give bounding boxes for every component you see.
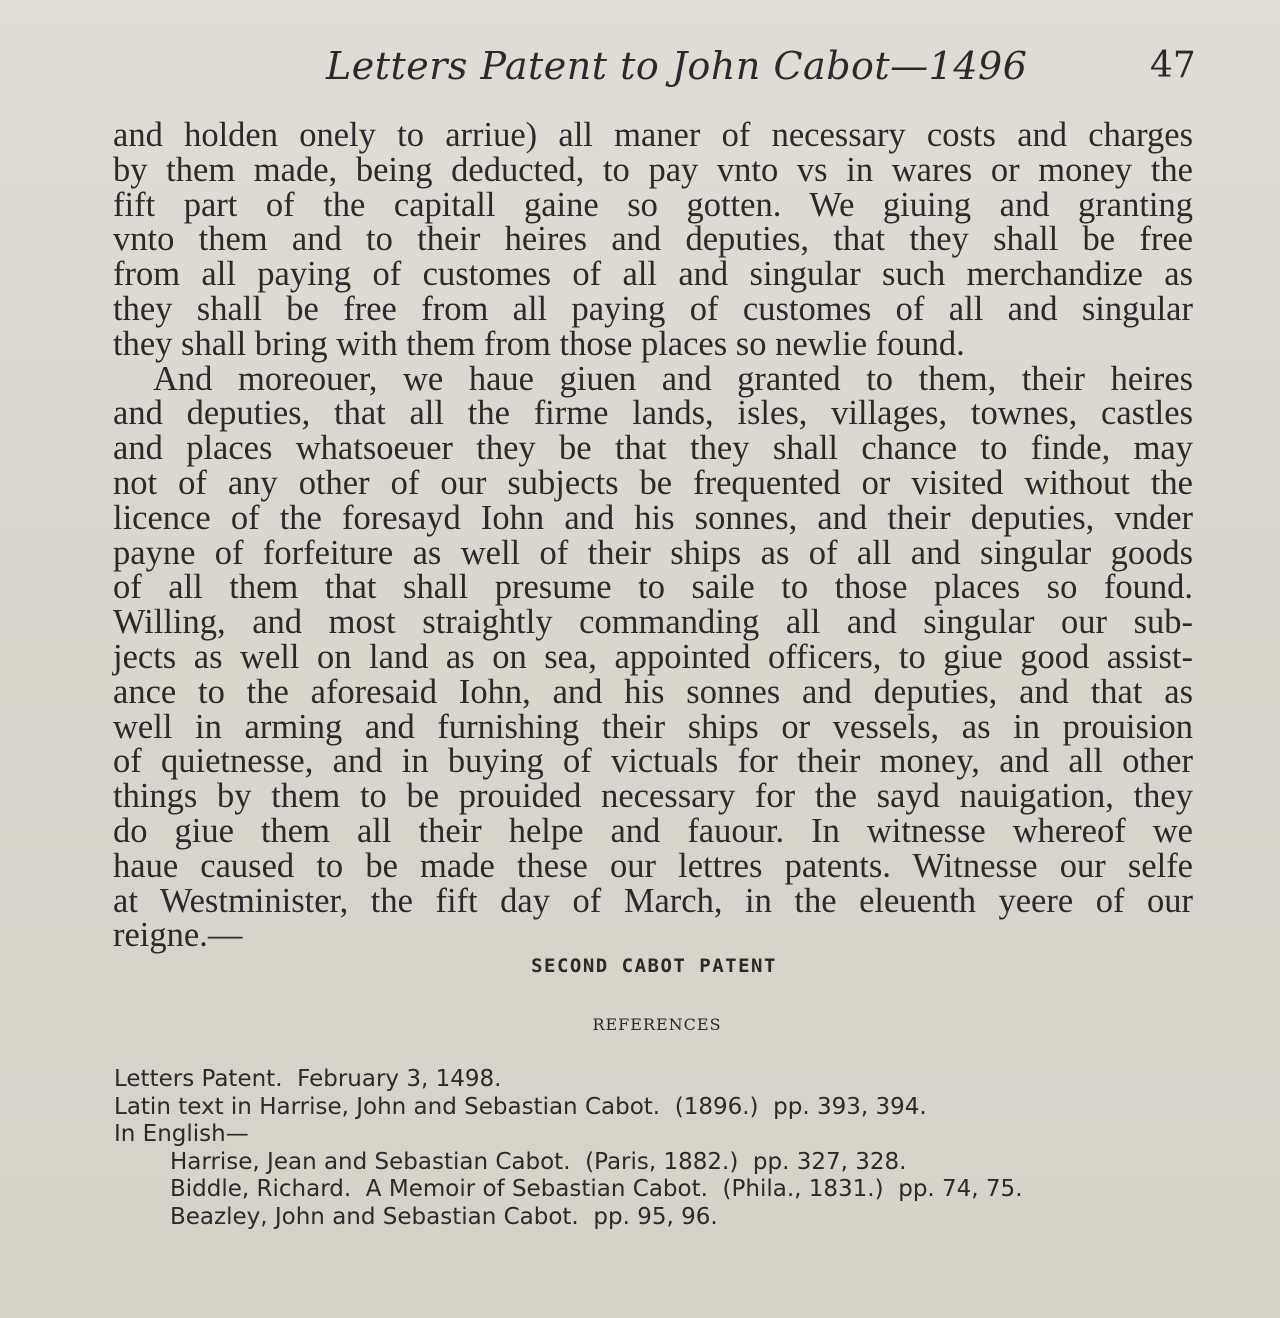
body-line: they shall bring with them from those places so newlie found. (113, 324, 965, 363)
body-line: from all paying of customes of all and singular such merchandize as (113, 255, 1193, 294)
reference-item: Beazley, John and Sebastian Cabot. pp. 95, 96. (170, 1203, 718, 1230)
body-line: well in arming and furnishing their ships or vessels, as in prouision (113, 707, 1193, 746)
reference-item: Biddle, Richard. A Memoir of Sebastian Cabot. (Phila., 1831.) pp. 74, 75. (170, 1176, 1023, 1202)
body-line: of quietnesse, and in buying of victuals for their money, and all other (113, 742, 1193, 781)
body-line: by them made, being deducted, to pay vnto vs in wares or money the (113, 150, 1193, 189)
body-line: and holden onely to arriue) all maner of necessary costs and charges (113, 116, 1193, 154)
body-line: they shall be free from all paying of customes of all and singular (113, 289, 1193, 328)
reference-item: Letters Patent. February 3, 1498. (114, 1066, 502, 1092)
body-line: things by them to be prouided necessary for the sayd nauigation, they (113, 777, 1193, 816)
body-line: licence of the foresayd Iohn and his sonnes, and their deputies, vnder (113, 498, 1193, 537)
body-text (113, 118, 1193, 953)
body-line: And moreouer, we haue giuen and granted to them, their heires (153, 359, 1193, 398)
body-line: fift part of the capitall gaine so gotten. We giuing and granting (113, 185, 1193, 224)
body-line: Willing, and most straightly commanding all and singular our sub- (113, 603, 1193, 642)
references-heading: REFERENCES (592, 1015, 722, 1034)
section-title: SECOND CABOT PATENT (531, 955, 777, 977)
body-line: reigne.— (113, 916, 243, 955)
body-line: of all them that shall presume to saile to those places so found. (113, 568, 1193, 607)
references-list (114, 1066, 1234, 1231)
body-line: do giue them all their helpe and fauour. In witnesse whereof we (113, 811, 1193, 850)
body-line: and places whatsoeuer they be that they shall chance to finde, may (113, 429, 1193, 468)
body-line: ance to the aforesaid Iohn, and his sonnes and deputies, and that as (113, 672, 1193, 711)
body-line: payne of forfeiture as well of their ships as of all and singular goods (113, 533, 1193, 572)
body-line: not of any other of our subjects be frequented or visited without the (113, 463, 1193, 502)
reference-item: Harrise, Jean and Sebastian Cabot. (Paris, 1882.) pp. 327, 328. (170, 1148, 907, 1175)
page-number: 47 (1150, 45, 1196, 86)
page-header (0, 42, 1280, 92)
body-line: and deputies, that all the firme lands, isles, villages, townes, castles (113, 394, 1193, 433)
body-line: vnto them and to their heires and deputies, that they shall be free (113, 220, 1193, 259)
body-line: at Westminister, the fift day of March, in the eleuenth yeere of our (113, 881, 1193, 920)
body-line: haue caused to be made these our lettres patents. Witnesse our selfe (113, 846, 1193, 885)
reference-item: In English— (114, 1121, 249, 1147)
running-title: Letters Patent to John Cabot—1496 (326, 44, 1028, 88)
reference-item: Latin text in Harrise, John and Sebastian Cabot. (1896.) pp. 393, 394. (114, 1093, 927, 1120)
body-line: jects as well on land as on sea, appointed officers, to giue good assist- (113, 637, 1193, 676)
